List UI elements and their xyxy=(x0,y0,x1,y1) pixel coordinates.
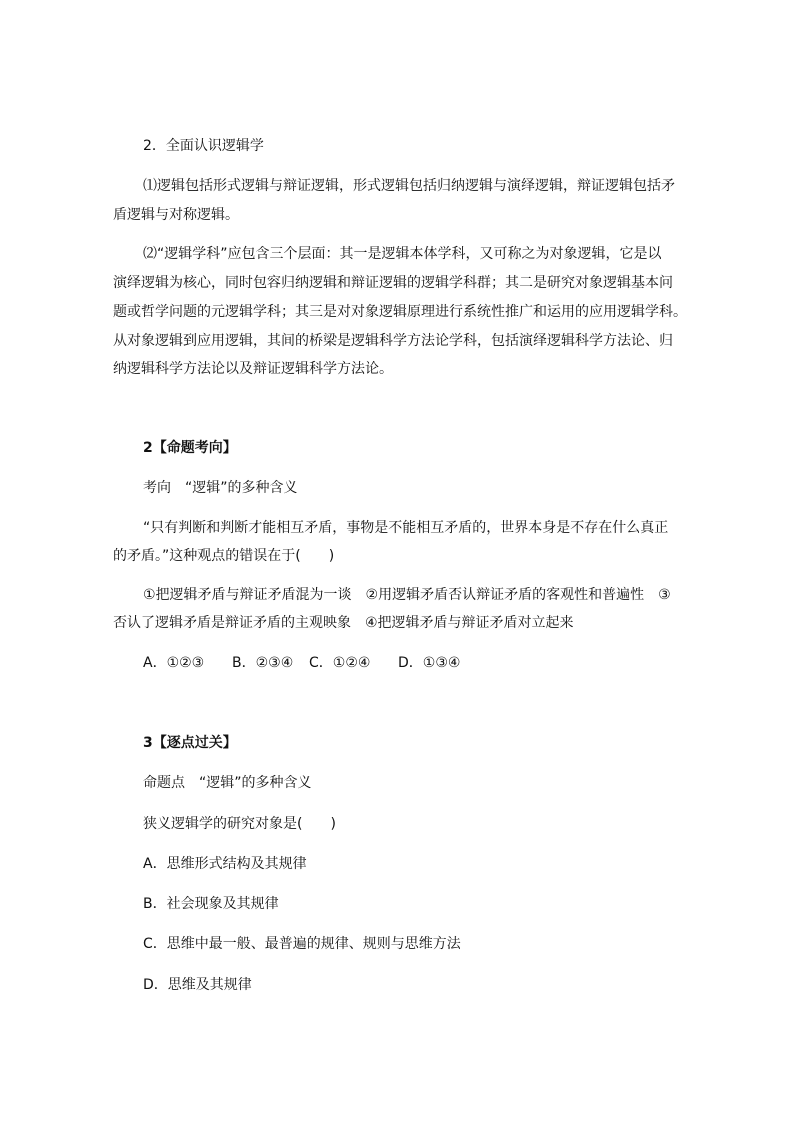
point-topic: 命题点 “逻辑”的多种含义 xyxy=(143,775,312,791)
paragraph-line: 题或哲学问题的元逻辑学科；其三是对对象逻辑原理进行系统性推广和运用的应用逻辑学科。 xyxy=(113,304,687,320)
section-heading-logic: 2．全面认识逻辑学 xyxy=(143,138,264,154)
question-line: “只有判断和判断才能相互矛盾，事物是不能相互矛盾的，世界本身是不存在什么真正 xyxy=(143,520,669,536)
choice-items-line: ①把逻辑矛盾与辩证矛盾混为一谈 ②用逻辑矛盾否认辩证矛盾的客观性和普遍性 ③ xyxy=(143,587,671,603)
option-c: C．思维中最一般、最普遍的规律、规则与思维方法 xyxy=(143,936,461,952)
paragraph-line: 盾逻辑与对称逻辑。 xyxy=(113,207,239,223)
option-a: A．思维形式结构及其规律 xyxy=(143,856,307,872)
question-text: 狭义逻辑学的研究对象是( ) xyxy=(143,816,336,832)
section-heading-point-check: 3【逐点过关】 xyxy=(143,735,237,751)
section-heading-exam-direction: 2【命题考向】 xyxy=(143,440,237,456)
answer-options xyxy=(143,653,460,673)
option-b: B．②③④ xyxy=(232,655,294,671)
paragraph-line: 演绎逻辑为核心，同时包容归纳逻辑和辩证逻辑的逻辑学科群；其二是研究对象逻辑基本问 xyxy=(113,275,673,291)
exam-topic: 考向 “逻辑”的多种含义 xyxy=(143,480,298,496)
paragraph-line: 纳逻辑科学方法论以及辩证逻辑科学方法论。 xyxy=(113,361,393,377)
option-d: D．思维及其规律 xyxy=(143,977,252,993)
paragraph-line: ⑴逻辑包括形式逻辑与辩证逻辑，形式逻辑包括归纳逻辑与演绎逻辑，辩证逻辑包括矛 xyxy=(143,178,675,194)
option-d: D．①③④ xyxy=(398,655,461,671)
question-line: 的矛盾。”这种观点的错误在于( ) xyxy=(113,548,335,564)
paragraph-line: ⑵“逻辑学科”应包含三个层面：其一是逻辑本体学科，又可称之为对象逻辑，它是以 xyxy=(143,246,662,262)
paragraph-line: 从对象逻辑到应用逻辑，其间的桥梁是逻辑科学方法论学科，包括演绎逻辑科学方法论、归 xyxy=(113,333,673,349)
option-a: A．①②③ xyxy=(143,655,205,671)
option-b: B．社会现象及其规律 xyxy=(143,896,279,912)
choice-items-line: 否认了逻辑矛盾是辩证矛盾的主观映象 ④把逻辑矛盾与辩证矛盾对立起来 xyxy=(113,615,574,631)
option-c: C．①②④ xyxy=(309,655,371,671)
